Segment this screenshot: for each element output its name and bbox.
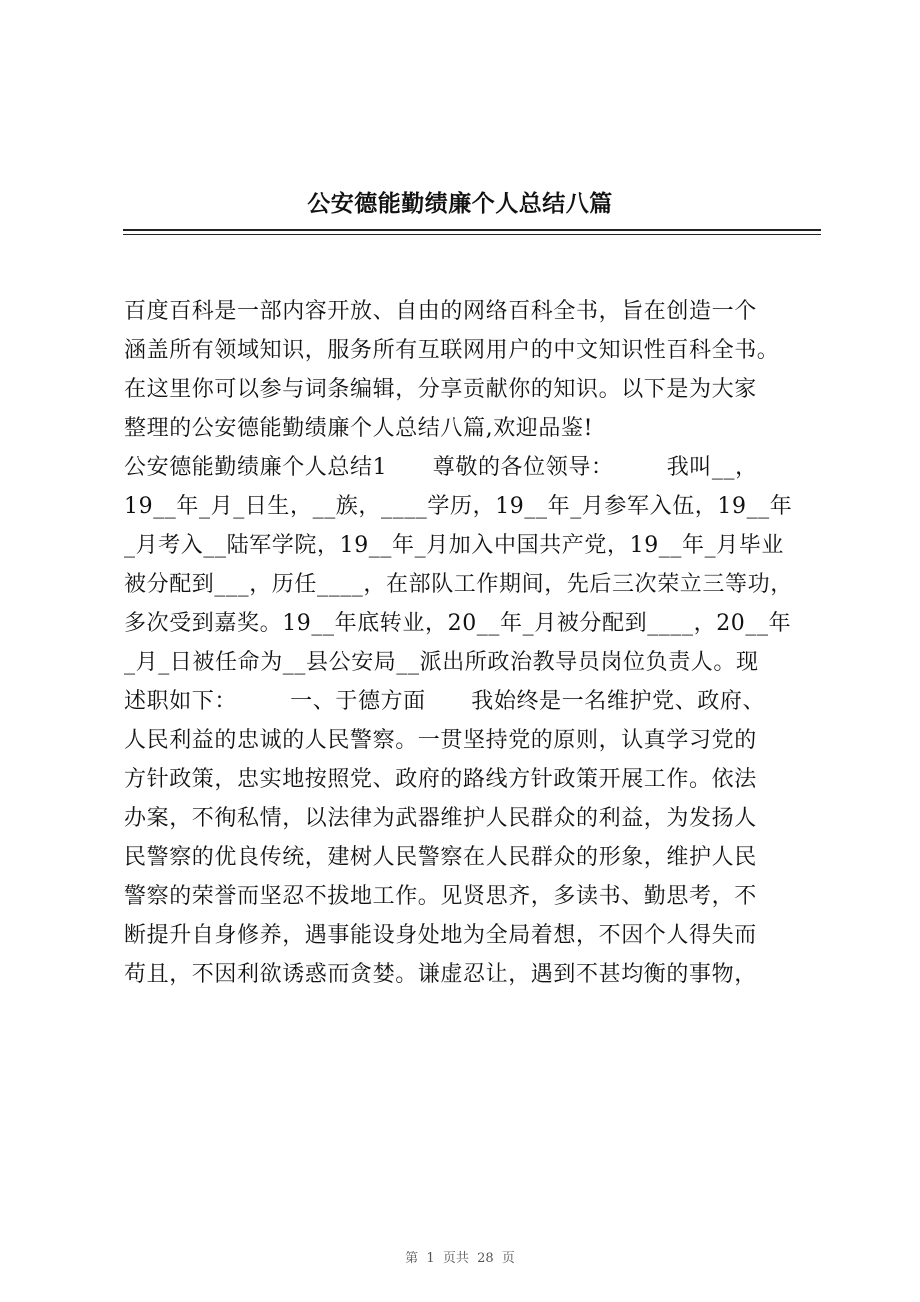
body-line: 述职如下： 一、于德方面 我始终是一名维护党、政府、 [124,689,766,714]
body-line: 断提升自身修养，遇事能设身处地为全局着想，不因个人得失而 [124,923,757,948]
document-title: 公安德能勤绩廉个人总结八篇 [307,191,613,217]
body-line: 19__年_月_日生，__族，____学历，19__年_月参军入伍，19__年 [124,494,793,519]
body-line: 涵盖所有领域知识，服务所有互联网用户的中文知识性百科全书。 [124,338,780,363]
body-line: 百度百科是一部内容开放、自由的网络百科全书，旨在创造一个 [124,299,757,324]
body-line: 方针政策，忠实地按照党、政府的路线方针政策开展工作。依法 [124,767,757,792]
page-number-footer: 第 1 页共 28 页 [405,1251,515,1266]
body-line: 苟且，不因利欲诱惑而贪婪。谦虚忍让，遇到不甚均衡的事物， [124,962,757,987]
body-line: 人民利益的忠诚的人民警察。一贯坚持党的原则，认真学习党的 [124,728,757,753]
body-line: _月_日被任命为__县公安局__派出所政治教导员岗位负责人。现 [124,650,759,675]
body-line: 在这里你可以参与词条编辑，分享贡献你的知识。以下是为大家 [124,377,757,402]
body-line: 多次受到嘉奖。19__年底转业，20__年_月被分配到____，20__年 [124,611,792,636]
body-line: 警察的荣誉而坚忍不拔地工作。见贤思齐，多读书、勤思考，不 [124,884,757,909]
document-body [124,292,824,994]
body-line: 被分配到___，历任____，在部队工作期间，先后三次荣立三等功， [124,572,793,597]
body-line: _月考入__陆军学院，19__年_月加入中国共产党，19__年_月毕业 [124,533,784,558]
body-line: 整理的公安德能勤绩廉个人总结八篇,欢迎品鉴! [124,416,594,441]
body-line: 办案，不徇私情，以法律为武器维护人民群众的利益，为发扬人 [124,806,757,831]
title-rule-thin [123,234,821,235]
title-rule-thick [123,229,821,231]
body-line: 公安德能勤绩廉个人总结1 尊敬的各位领导： 我叫__， [124,455,758,480]
body-line: 民警察的优良传统，建树人民警察在人民群众的形象，维护人民 [124,845,757,870]
